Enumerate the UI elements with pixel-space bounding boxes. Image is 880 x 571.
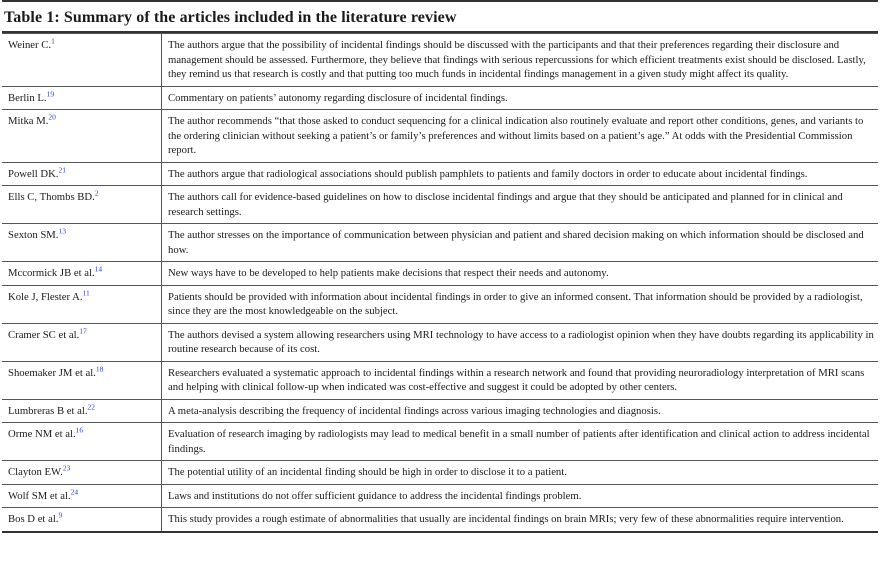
author-cell [2,262,162,286]
reference-link[interactable]: 17 [79,325,87,335]
summary-cell: New ways have to be developed to help patients make decisions that respect their needs and autonomy. [162,262,879,286]
author-cell [2,323,162,361]
author-name: Weiner C. [8,39,52,51]
reference-link[interactable]: 13 [58,226,66,236]
table-row [2,285,878,323]
summary-cell: The authors call for evidence-based guidelines on how to disclose incidental findings and argue that they should be anticipated and planned for in clinical and research settings. [162,186,879,224]
table-row [2,399,878,423]
table-row [2,86,878,110]
reference-link[interactable]: 18 [95,363,104,373]
table-row [2,508,878,532]
author-cell [2,461,162,485]
author-name: Clayton EW. [8,466,63,478]
table-title: Table 1: Summary of the articles included in the literature review [4,9,457,26]
summary-cell: Patients should be provided with information about incidental findings in order to give an informed consent. That information should be provided by a radiologist, since they are the most knowledgeable on the subject. [162,285,879,323]
summary-cell: The authors devised a system allowing researchers using MRI technology to have access to a radiologist opinion when they have doubts regarding its applicability in routine research because of its cost. [162,323,879,361]
table-row [2,224,878,262]
summary-cell: The potential utility of an incidental finding should be high in order to disclose it to a patient. [162,461,879,485]
author-name: Powell DK. [8,167,59,180]
author-name: Orme NM et al. [8,428,76,440]
summary-cell: Laws and institutions do not offer sufficient guidance to address the incidental findings problem. [162,484,879,508]
author-cell [2,34,162,87]
reference-link[interactable]: 9 [58,510,63,520]
author-name: Ells C, Thombs BD. [8,191,95,203]
reference-link[interactable]: 22 [87,401,96,411]
table-row [2,162,878,186]
literature-table [2,33,878,533]
summary-cell: The authors argue that the possibility of incidental findings should be discussed with the participants and that their preferences regarding their disclosure and management should be assessed. Furthermore, they believe that findings with serious repercussions for which efficient treatments exist should be disclosed. Lastly, they remind us that research is costly and that putting too much funds in incidental findings management in a given study might affect its quality. [162,34,879,87]
author-name: Sexton SM. [8,229,59,241]
author-cell [2,285,162,323]
table-body [2,34,878,532]
author-cell [2,484,162,508]
author-name: Berlin L. [8,91,47,104]
summary-cell: The author recommends “that those asked to conduct sequencing for a clinical indication also routinely evaluate and report other conditions, genes, and variants to the ordering clinician without seeking a patient’s or family’s preferences and without limits based on a patient’s age.” At odds with the Presidential Commission report. [162,110,879,163]
summary-cell: A meta-analysis describing the frequency of incidental findings across various imaging technologies and diagnosis. [162,399,879,423]
table-row [2,34,878,87]
summary-cell: Evaluation of research imaging by radiologists may lead to medical benefit in a small number of patients after identification and clinical action to address incidental findings. [162,423,879,461]
author-cell [2,86,162,110]
table-row [2,423,878,461]
summary-cell: This study provides a rough estimate of abnormalities that usually are incidental findings on brain MRIs; very few of these abnormalities require intervention. [162,508,879,532]
author-cell [2,186,162,224]
author-cell [2,508,162,532]
table-row [2,262,878,286]
table-row [2,361,878,399]
table-caption [2,0,878,24]
author-name: Lumbreras B et al. [8,404,88,417]
author-name: Wolf SM et al. [8,489,71,502]
author-name: Kole J, Flester A. [8,290,83,303]
summary-cell: The author stresses on the importance of communication between physician and patient and shared decision making on which information should be disclosed and how. [162,224,879,262]
reference-link[interactable]: 16 [75,425,84,435]
author-cell [2,162,162,186]
author-name: Bos D et al. [8,513,59,525]
reference-link[interactable]: 1 [51,36,55,46]
author-cell [2,399,162,423]
author-name: Shoemaker JM et al. [8,366,96,379]
reference-link[interactable]: 21 [58,164,66,174]
reference-link[interactable]: 2 [94,188,99,198]
reference-link[interactable]: 20 [48,112,56,122]
author-cell [2,423,162,461]
reference-link[interactable]: 24 [70,486,79,496]
table-row [2,186,878,224]
table-row [2,323,878,361]
summary-cell: Commentary on patients’ autonomy regarding disclosure of incidental findings. [162,86,879,110]
table-row [2,484,878,508]
author-cell [2,110,162,163]
reference-link[interactable]: 19 [46,88,55,98]
reference-link[interactable]: 14 [94,264,103,274]
author-cell [2,224,162,262]
author-name: Cramer SC et al. [8,328,80,341]
reference-link[interactable]: 11 [82,287,90,297]
author-name: Mitka M. [8,115,49,127]
summary-cell: The authors argue that radiological associations should publish pamphlets to patients and family doctors in order to educate about incidental findings. [162,162,879,186]
summary-cell: Researchers evaluated a systematic approach to incidental findings within a research network and found that providing neuroradiology interpretation of MRI scans and helping with clinical follow-up when indicated was cost-effective and suggest it could be adopted by other centers. [162,361,879,399]
reference-link[interactable]: 23 [62,463,71,473]
author-cell [2,361,162,399]
table-row [2,110,878,163]
author-name: Mccormick JB et al. [8,267,95,279]
table-row [2,461,878,485]
